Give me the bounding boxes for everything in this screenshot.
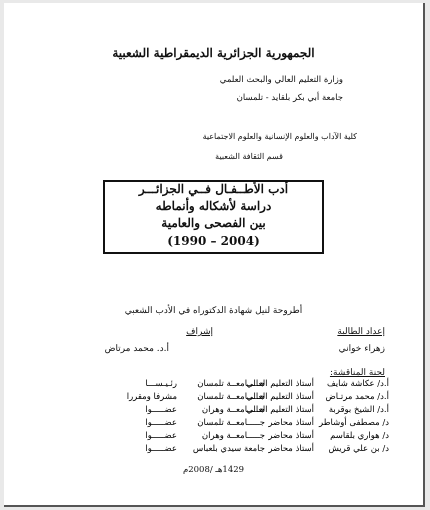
member-rank: أستاذ محاضر xyxy=(268,418,314,428)
department-line: قسم الثقافة الشعبية xyxy=(215,152,283,161)
member-name: أ.د/ عكاشة شايف xyxy=(326,379,389,389)
student-name: زهراء خواني xyxy=(338,344,385,354)
ministry-line: وزارة التعليم العالي والبحث العلمي xyxy=(219,75,343,85)
member-rank: أستاذ محاضر xyxy=(268,444,314,454)
member-institution: جـــــامعــة وهران xyxy=(201,405,265,415)
member-name: د/ بن علي قريش xyxy=(328,444,389,454)
member-rank: أستاذ محاضر xyxy=(268,431,314,441)
student-heading: إعداد الطالبة xyxy=(337,327,385,337)
member-rank: أستاذ التعليم العالي xyxy=(246,379,314,389)
member-rank: أستاذ التعليم العالي xyxy=(246,405,314,415)
member-role: عضـــــوا xyxy=(145,418,177,428)
member-institution: جـــــامعــة تلمسان xyxy=(197,392,265,402)
member-role: عضـــــوا xyxy=(145,431,177,441)
thesis-title-box xyxy=(103,180,324,254)
title-line-4: (1990 – 2004) xyxy=(167,234,260,248)
member-name: د/ هواري بلقاسم xyxy=(330,431,389,441)
republic-heading: الجمهورية الجزائرية الديمقراطية الشعبية xyxy=(112,46,315,60)
member-name: أ.د/ محمد مرتـاض xyxy=(325,392,389,402)
document-page xyxy=(4,3,425,507)
member-role: عضـــــوا xyxy=(145,444,177,454)
committee-row xyxy=(4,392,425,403)
member-institution: جـــــامعــة وهران xyxy=(201,431,265,441)
member-institution: جـــــامعــة تلمسان xyxy=(197,418,265,428)
committee-heading: لجنة المناقشة: xyxy=(329,368,385,378)
committee-row xyxy=(4,379,425,390)
thesis-note: أطروحة لنيل شهادة الدكتوراه في الأدب الشعبي xyxy=(124,306,303,316)
member-name: د/ مصطفى أوشاطر xyxy=(319,418,389,428)
member-institution: جامعة سيدي بلعباس xyxy=(192,444,265,454)
university-line: جامعة أبي بكر بلقايد - تلمسان xyxy=(236,93,343,103)
title-line-3: بين الفصحى والعامية xyxy=(161,216,266,230)
date-line: 1429هـ /2008م xyxy=(182,465,245,475)
committee-row xyxy=(4,431,425,442)
member-role: رئـيـســـا xyxy=(145,379,177,389)
member-role: مشرفا ومقررا xyxy=(126,392,177,402)
member-institution: جـــــامعــة تلمسان xyxy=(197,379,265,389)
supervisor-name: أ.د. محمد مرتاض xyxy=(104,344,169,354)
member-name: أ.د/ الشيخ بوقربة xyxy=(328,405,389,415)
faculty-line: كلية الآداب والعلوم الإنسانية والعلوم الاجتماعية xyxy=(202,132,357,141)
member-rank: أستاذ التعليم العالي xyxy=(246,392,314,402)
member-role: عضـــــوا xyxy=(145,405,177,415)
supervisor-heading: إشراف xyxy=(186,327,213,337)
title-line-1: أدب الأطــفـال فــي الجزائـــر xyxy=(138,182,289,196)
committee-row xyxy=(4,418,425,429)
title-line-2: دراسة لأشكاله وأنماطه xyxy=(155,199,272,213)
committee-row xyxy=(4,444,425,455)
committee-row xyxy=(4,405,425,416)
